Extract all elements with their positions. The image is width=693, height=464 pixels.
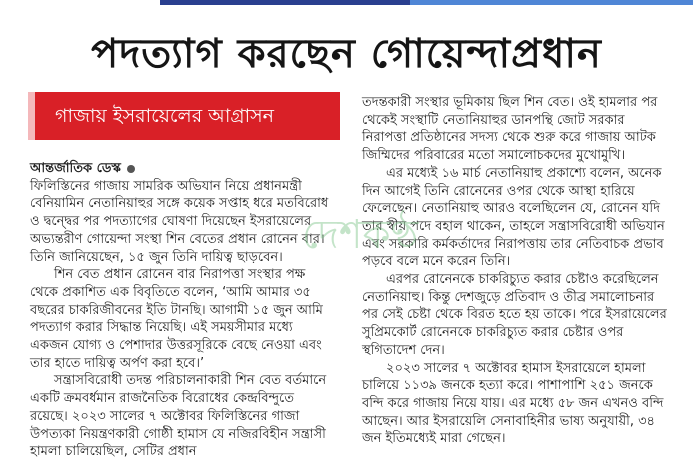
kicker-banner: গাজায় ইসরায়েলের আগ্রাসন [28, 92, 340, 140]
article-column-right [362, 94, 672, 448]
dateline [30, 160, 335, 178]
desk-label: আন্তর্জাতিক ডেস্ক [30, 161, 121, 176]
watermark: দেশকণ্ঠ [301, 212, 419, 258]
top-color-bar [0, 0, 693, 7]
article-column-left [30, 160, 335, 461]
bullet-icon [127, 165, 135, 173]
paragraph: এরপর রোনেনকে চাকরিচ্যুত করার চেষ্টাও করেছিলেন নেতানিয়াহু। কিন্তু দেশজুড়ে প্রতিবাদ ও তীব্র সমালোচনার পর সেই চেষ্টা থেকে বিরত হতে হয় তাকে। পরে ইসরায়েলের সুপ্রিমকোর্ট রোনেনকে চাকরিচ্যুত করার চেষ্টার ওপর স্থগিতাদেশ দেন। [362, 272, 667, 358]
paragraph: তদন্তকারী সংস্থার ভূমিকায় ছিল শিন বেত। ওই হামলার পর থেকেই সংস্থাটি নেতানিয়াহুর ডানপন্থি জোট সরকার নিরাপত্তা প্রতিষ্ঠানের সদস্য থেকে শুরু করে গাজায় আটক জিম্মিদের পরিবারের মতো সমালোচকদের মুখোমুখি। [362, 95, 658, 164]
paragraph: সন্ত্রাসবিরোধী তদন্ত পরিচালনাকারী শিন বেত বর্তমানে একটি ক্রমবর্ধমান রাজনৈতিক বিরোধের কেন্দ্রবিন্দুতে রয়েছে। ২০২৩ সালের ৭ অক্টোবর ফিলিস্তিনের গাজা উপত্যকা নিয়ন্ত্রণকারী গোষ্ঠী হামাস যে নজিরবিহীন সন্ত্রাসী হামলা চালিয়েছিল, সেটির প্রধান [30, 373, 327, 460]
top-bar-navy-segment [160, 0, 410, 5]
top-bar-blue-segment [410, 0, 693, 5]
paragraph: এর মধ্যেই ১৬ মার্চ নেতানিয়াহু প্রকাশ্যে বলেন, অনেক দিন আগেই তিনি রোনেনের ওপর থেকে আস্থা হারিয়ে ফেলেছেন। নেতানিয়াহু আরও বলেছিলেন যে, রোনেন যদি তার স্বীয় পদে বহাল থাকেন, তাহলে সন্ত্রাসবিরোধী অভিযান এবং সরকারি কর্মকর্তাদের নিরাপত্তায় তার নেতিবাচক প্রভাব পড়বে বলে মনে করেন তিনি। [362, 165, 665, 270]
paragraph: শিন বেত প্রধান রোনেন বার নিরাপত্তা সংস্থার পক্ষ থেকে প্রকাশিত এক বিবৃতিতে বলেন, ‘আমি আমার ৩৫ বছরের চাকরিজীবনের ইতি টানছি। আগামী ১৫ জুন আমি পদত্যাগ করার সিদ্ধান্ত নিয়েছি। এই সময়সীমার মধ্যে একজন যোগ্য ও পেশাদার উত্তরসূরিকে বেছে নেওয়া এবং তার হাতে দায়িত্ব অর্পণ করা হবে।’ [30, 267, 323, 371]
paragraph: ফিলিস্তিনের গাজায় সামরিক অভিযান নিয়ে প্রধানমন্ত্রী বেনিয়ামিন নেতানিয়াহুর সঙ্গে কয়েক সপ্তাহ ধরে মতবিরোধ ও দ্বন্দ্বের পর পদত্যাগের ঘোষণা দিয়েছেন ইসরায়েলের অভ্যন্তরীণ গোয়েন্দা সংস্থা শিন বেতের প্রধান রোনেন বার। তিনি জানিয়েছেন, ১৫ জুন তিনি দায়িত্ব ছাড়বেন। [30, 178, 329, 265]
paragraph: ২০২৩ সালের ৭ অক্টোবর হামাস ইসরায়েলে হামলা চালিয়ে ১১৩৯ জনকে হত্যা করে। পাশাপাশি ২৫১ জনকে বন্দি করে গাজায় নিয়ে যায়। এর মধ্যে ৫৮ জন এখনও বন্দি আছেন। আর ইসরায়েলি সেনাবাহিনীর ভাষ্য অনুযায়ী, ৩৪ জন ইতিমধ্যেই মারা গেছেন। [362, 360, 664, 447]
headline: পদত্যাগ করছেন গোয়েন্দাপ্রধান [91, 31, 602, 77]
